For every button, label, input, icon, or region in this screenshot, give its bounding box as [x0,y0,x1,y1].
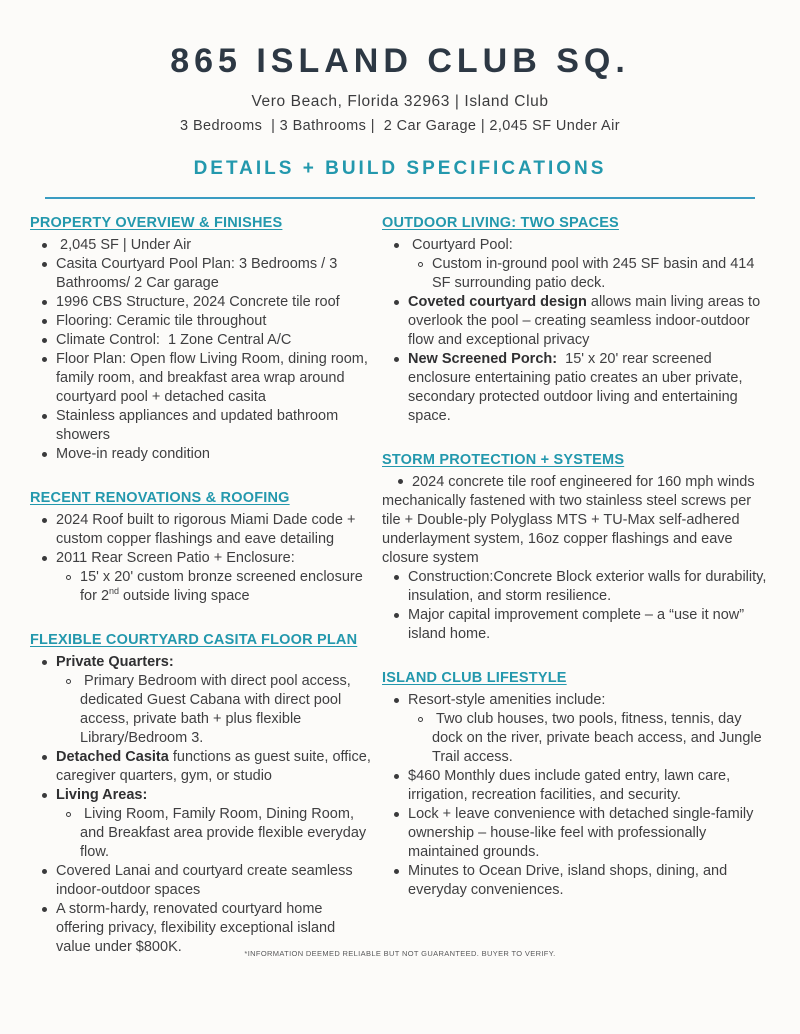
sub-bullet-icon [66,679,71,684]
bullet-icon [394,357,399,362]
sub-bullet-icon [66,575,71,580]
list-item [382,236,772,255]
bullet-icon [42,300,47,305]
details-specifications-heading: DETAILS + BUILD SPECIFICATIONS [193,158,607,179]
bullet-icon [42,319,47,324]
bullet-icon [394,698,399,703]
bullet-icon [394,869,399,874]
list-item-text: A storm-hardy, renovated courtyard home offering privacy, flexibility exceptional island value under $800K. [56,901,340,955]
page-title: 865 ISLAND CLUB SQ. [170,42,630,80]
flyer-header [0,0,800,199]
list-item [382,862,772,900]
list-item-text: Private Quarters: [56,654,174,670]
left-column [30,215,375,983]
list-item-text: Minutes to Ocean Drive, island shops, dining, and everyday conveniences. [408,863,732,898]
list-item [382,710,772,767]
list-item [30,549,372,568]
list-item-text: Living Room, Family Room, Dining Room, and Breakfast area provide flexible everyday flow. [80,806,371,860]
list-item-text: Two club houses, two pools, fitness, tennis, day dock on the river, private beach access, and Jungle Trail access. [432,711,766,765]
list-item [382,805,772,862]
bullet-icon [42,755,47,760]
list-item-text: Lock + leave convenience with detached single-family ownership – house-like feel with professionally maintained grounds. [408,806,758,860]
list-item [382,691,772,710]
list-item-text: Primary Bedroom with direct pool access, dedicated Guest Cabana with direct pool access, private bath + plus flexible Library/Bedroom 3. [80,673,355,746]
location-subtitle: Vero Beach, Florida 32963 | Island Club [251,93,549,110]
list-item [30,672,372,748]
bullet-icon [394,243,399,248]
list-item-text: Flooring: Ceramic tile throughout [56,313,267,329]
list-item-text: Climate Control: 1 Zone Central A/C [56,332,292,348]
list-item-text: Casita Courtyard Pool Plan: 3 Bedrooms / 3 Bathrooms/ 2 Car garage [56,256,342,291]
list-item [30,255,372,293]
list-item [30,407,372,445]
list-item [30,331,372,350]
right-column [382,215,772,983]
bullet-icon [42,869,47,874]
list-item [30,805,372,862]
list-item [30,786,372,805]
list-item [382,293,772,350]
bullet-icon [42,452,47,457]
content-columns [0,199,800,983]
list-item [30,350,372,407]
sub-bullet-icon [66,812,71,817]
list-item [382,255,772,293]
list-item-text: Custom in-ground pool with 245 SF basin and 414 SF surrounding patio deck. [432,256,759,291]
sub-bullet-icon [418,717,423,722]
bullet-icon [398,479,403,484]
section-heading: RECENT RENOVATIONS & ROOFING [30,490,290,506]
list-item-text: Move-in ready condition [56,446,210,462]
bullet-icon [42,357,47,362]
list-item-text: Major capital improvement complete – a “use it now” island home. [408,607,749,642]
section-heading: PROPERTY OVERVIEW & FINISHES [30,215,283,231]
property-specs: 3 Bedrooms | 3 Bathrooms | 2 Car Garage | 2,045 SF Under Air [180,118,620,134]
list-item-text: Floor Plan: Open flow Living Room, dining room, family room, and breakfast area wrap around courtyard pool + detached casita [56,351,372,405]
list-item [382,767,772,805]
bullet-icon [394,774,399,779]
list-item-text: 2024 Roof built to rigorous Miami Dade code + custom copper flashings and eave detailing [56,512,360,547]
bullet-icon [394,575,399,580]
section [30,490,372,606]
bullet-icon [42,262,47,267]
bullet-icon [42,414,47,419]
list-item [382,568,772,606]
list-item [382,473,772,568]
list-item-text: Detached Casita functions as guest suite, office, caregiver quarters, gym, or studio [56,749,375,784]
list-item [30,748,375,786]
list-item-text: Courtyard Pool: [408,237,513,253]
section-heading: STORM PROTECTION + SYSTEMS [382,452,625,468]
list-item-text: Stainless appliances and updated bathroom showers [56,408,343,443]
list-item [382,350,772,426]
list-item [30,293,372,312]
list-item-text: 15' x 20' custom bronze screened enclosure for 2nd outside living space [80,569,367,604]
list-item-text: Construction:Concrete Block exterior walls for durability, insulation, and storm resilience. [408,569,771,604]
list-item-text: Resort-style amenities include: [408,692,606,708]
list-item-text: 2024 concrete tile roof engineered for 160 mph winds mechanically fastened with two stainless steel screws per tile + Double-ply Polyglass MTS + TU-Max self-adhered underlayment system, 16oz copper flashings and eave closure system [382,474,759,566]
list-item-text: 1996 CBS Structure, 2024 Concrete tile roof [56,294,340,310]
bullet-icon [42,338,47,343]
bullet-icon [42,243,47,248]
bullet-icon [394,812,399,817]
bullet-icon [42,907,47,912]
section [382,670,772,900]
section [30,215,372,464]
disclaimer-text: *INFORMATION DEEMED RELIABLE BUT NOT GUARANTEED. BUYER TO VERIFY. [244,949,556,958]
section [382,215,772,426]
bullet-icon [42,518,47,523]
list-item-text: $460 Monthly dues include gated entry, lawn care, irrigation, recreation facilities, and security. [408,768,735,803]
bullet-icon [42,793,47,798]
list-item [382,606,772,644]
list-item-text: 2,045 SF | Under Air [56,237,192,253]
list-item [30,511,372,549]
bullet-icon [394,613,399,618]
list-item-text: Coveted courtyard design allows main living areas to overlook the pool – creating seamless indoor-outdoor flow and exceptional privacy [408,294,765,348]
bullet-icon [42,556,47,561]
list-item-text: Covered Lanai and courtyard create seamless indoor-outdoor spaces [56,863,357,898]
list-item-text: Living Areas: [56,787,148,803]
list-item [30,445,372,464]
list-item [30,312,372,331]
bullet-icon [394,300,399,305]
section-heading: FLEXIBLE COURTYARD CASITA FLOOR PLAN [30,632,358,648]
list-item [30,862,372,900]
list-item-text: 2011 Rear Screen Patio + Enclosure: [56,550,295,566]
list-item [30,653,372,672]
section-heading: ISLAND CLUB LIFESTYLE [382,670,567,686]
sub-bullet-icon [418,262,423,267]
list-item [30,568,372,606]
list-item-text: New Screened Porch: 15' x 20' rear screened enclosure entertaining patio creates an uber private, secondary protected outdoor living and entertaining space. [408,351,747,424]
section [30,632,375,957]
section-heading: OUTDOOR LIVING: TWO SPACES [382,215,619,231]
list-item [30,236,372,255]
section [382,452,772,644]
bullet-icon [42,660,47,665]
